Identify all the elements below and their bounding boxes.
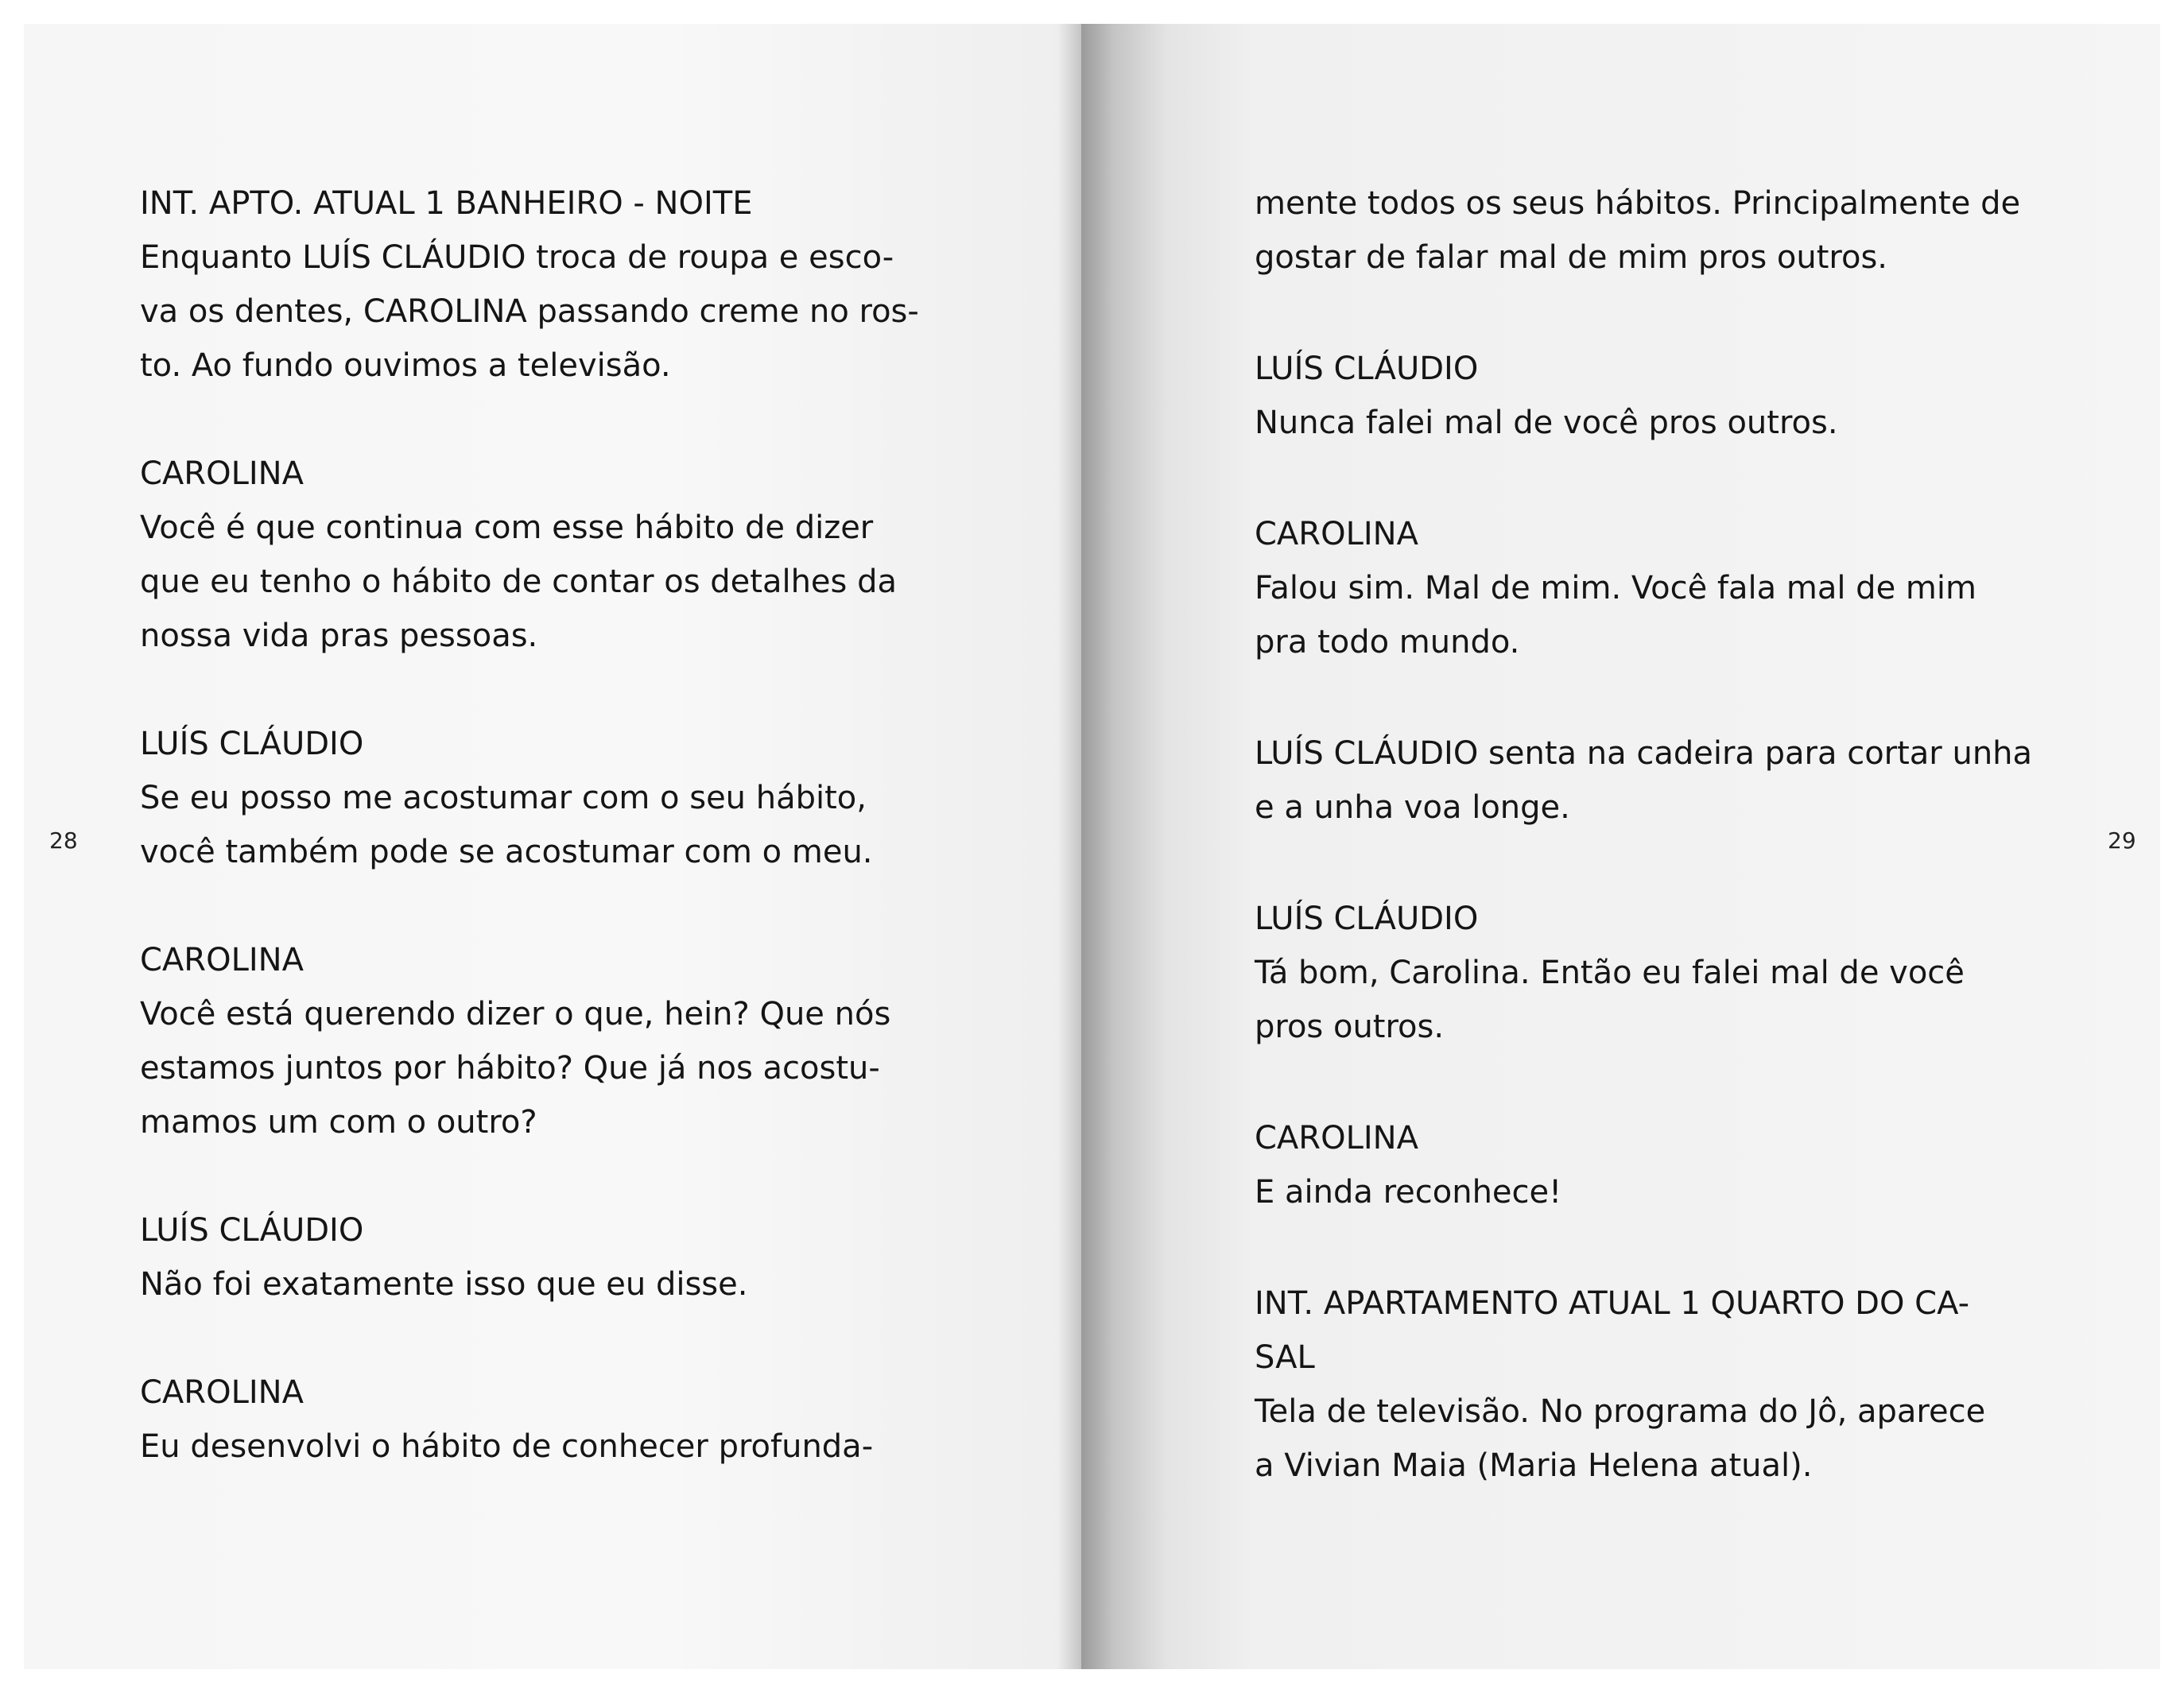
left-page-line: que eu tenho o hábito de contar os detalhes da: [140, 564, 897, 600]
right-page-line: mente todos os seus hábitos. Principalmente de: [1255, 185, 2021, 222]
right-page-line: LUÍS CLÁUDIO: [1255, 901, 1479, 937]
left-page-line: va os dentes, CAROLINA passando creme no ros-: [140, 293, 919, 330]
left-page-line: LUÍS CLÁUDIO: [140, 1212, 364, 1249]
left-page-line: Você é que continua com esse hábito de dizer: [140, 509, 874, 546]
left-page-line: Não foi exatamente isso que eu disse.: [140, 1266, 748, 1303]
right-page-line: pra todo mundo.: [1255, 624, 1520, 661]
left-page-line: CAROLINA: [140, 455, 304, 492]
right-page-line: Tá bom, Carolina. Então eu falei mal de você: [1255, 955, 1965, 991]
right-page-line: Nunca falei mal de você pros outros.: [1255, 405, 1838, 441]
right-page-line: e a unha voa longe.: [1255, 789, 1570, 826]
left-page-line: LUÍS CLÁUDIO: [140, 726, 364, 762]
right-page-line: INT. APARTAMENTO ATUAL 1 QUARTO DO CA-: [1255, 1285, 1970, 1322]
left-page-line: INT. APTO. ATUAL 1 BANHEIRO - NOITE: [140, 185, 753, 222]
right-page-line: LUÍS CLÁUDIO senta na cadeira para cortar unha: [1255, 735, 2033, 772]
right-page: [1081, 24, 2160, 1669]
right-page-line: a Vivian Maia (Maria Helena atual).: [1255, 1447, 1813, 1484]
right-page-line: CAROLINA: [1255, 516, 1418, 552]
left-page-line: Você está querendo dizer o que, hein? Que nós: [140, 996, 891, 1032]
left-page-line: CAROLINA: [140, 1374, 304, 1411]
left-page-line: Se eu posso me acostumar com o seu hábito,: [140, 780, 867, 816]
right-page-number: 29: [2108, 827, 2136, 854]
left-page-line: estamos juntos por hábito? Que já nos acostu-: [140, 1050, 880, 1087]
left-page-line: mamos um com o outro?: [140, 1104, 537, 1141]
left-page-line: nossa vida pras pessoas.: [140, 618, 538, 654]
left-page-number: 28: [49, 827, 78, 854]
right-page-line: CAROLINA: [1255, 1120, 1418, 1156]
left-page-line: Enquanto LUÍS CLÁUDIO troca de roupa e esco-: [140, 239, 894, 276]
left-page-line: to. Ao fundo ouvimos a televisão.: [140, 347, 671, 384]
right-page-line: E ainda reconhece!: [1255, 1174, 1562, 1211]
right-page-line: Tela de televisão. No programa do Jô, aparece: [1255, 1393, 1986, 1430]
left-page-line: CAROLINA: [140, 942, 304, 978]
right-page-text: [1081, 24, 2160, 1669]
right-page-line: gostar de falar mal de mim pros outros.: [1255, 239, 1888, 276]
left-page-text: [24, 24, 1081, 1669]
right-page-line: LUÍS CLÁUDIO: [1255, 351, 1479, 387]
left-page-line: Eu desenvolvi o hábito de conhecer profunda-: [140, 1428, 874, 1465]
right-page-line: SAL: [1255, 1339, 1315, 1376]
right-page-line: Falou sim. Mal de mim. Você fala mal de mim: [1255, 570, 1976, 606]
left-page: [24, 24, 1081, 1669]
right-page-line: pros outros.: [1255, 1009, 1445, 1045]
left-page-line: você também pode se acostumar com o meu.: [140, 834, 873, 870]
